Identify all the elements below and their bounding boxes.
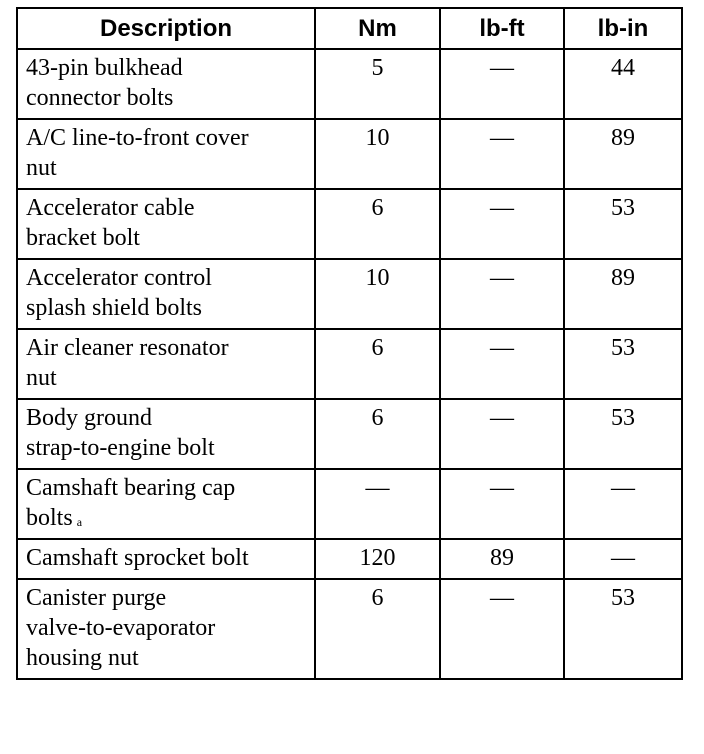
description-line: Air cleaner resonator	[26, 335, 229, 361]
lbft-cell: —	[440, 399, 564, 469]
description-line: connector bolts	[26, 85, 174, 111]
footnote-marker: a	[76, 515, 83, 529]
lbin-cell: 53	[564, 329, 682, 399]
description-line: Accelerator cable	[26, 195, 195, 221]
lbft-cell: 89	[440, 539, 564, 579]
description-line: bracket bolt	[26, 225, 140, 251]
description-cell	[17, 259, 315, 329]
table-row	[17, 259, 682, 329]
lbin-cell: 53	[564, 579, 682, 679]
description-line: nut	[26, 155, 57, 181]
nm-cell: 6	[315, 189, 440, 259]
description-cell	[17, 399, 315, 469]
header-nm: Nm	[315, 8, 440, 49]
lbft-cell: —	[440, 329, 564, 399]
nm-cell: 10	[315, 119, 440, 189]
description-cell	[17, 49, 315, 119]
lbft-cell: —	[440, 49, 564, 119]
lbin-cell: 53	[564, 399, 682, 469]
table-row	[17, 539, 682, 579]
description-cell	[17, 539, 315, 579]
description-cell	[17, 329, 315, 399]
nm-cell: 6	[315, 399, 440, 469]
nm-cell: 120	[315, 539, 440, 579]
header-lbin: lb-in	[564, 8, 682, 49]
table-row	[17, 119, 682, 189]
header-lbft: lb-ft	[440, 8, 564, 49]
description-line: A/C line-to-front cover	[26, 125, 249, 151]
description-cell	[17, 119, 315, 189]
description-line: Camshaft sprocket bolt	[26, 545, 249, 571]
description-line: 43-pin bulkhead	[26, 55, 183, 81]
description-line: valve-to-evaporator	[26, 615, 216, 641]
description-line: Camshaft bearing cap	[26, 475, 236, 501]
description-line: Canister purge	[26, 585, 167, 611]
nm-cell: 10	[315, 259, 440, 329]
lbft-cell: —	[440, 579, 564, 679]
lbft-cell: —	[440, 259, 564, 329]
description-line: Body ground	[26, 405, 152, 431]
description-cell	[17, 579, 315, 679]
description-line: splash shield bolts	[26, 295, 203, 321]
table-row	[17, 399, 682, 469]
lbin-cell: 89	[564, 259, 682, 329]
nm-cell: 6	[315, 329, 440, 399]
lbin-cell: 89	[564, 119, 682, 189]
description-line: bolts	[26, 505, 73, 531]
table-row	[17, 189, 682, 259]
description-line: housing nut	[26, 645, 139, 671]
table-row	[17, 469, 682, 539]
lbft-cell: —	[440, 189, 564, 259]
nm-cell: —	[315, 469, 440, 539]
torque-spec-table	[16, 7, 683, 680]
description-line: Accelerator control	[26, 265, 212, 291]
lbft-cell: —	[440, 469, 564, 539]
description-line: strap-to-engine bolt	[26, 435, 215, 461]
lbin-cell: —	[564, 539, 682, 579]
header-row	[17, 8, 682, 49]
nm-cell: 6	[315, 579, 440, 679]
table-row	[17, 579, 682, 679]
header-description: Description	[17, 8, 315, 49]
nm-cell: 5	[315, 49, 440, 119]
description-cell	[17, 469, 315, 539]
description-cell	[17, 189, 315, 259]
lbin-cell: —	[564, 469, 682, 539]
lbin-cell: 53	[564, 189, 682, 259]
table-row	[17, 49, 682, 119]
lbin-cell: 44	[564, 49, 682, 119]
table-row	[17, 329, 682, 399]
description-line: nut	[26, 365, 57, 391]
lbft-cell: —	[440, 119, 564, 189]
